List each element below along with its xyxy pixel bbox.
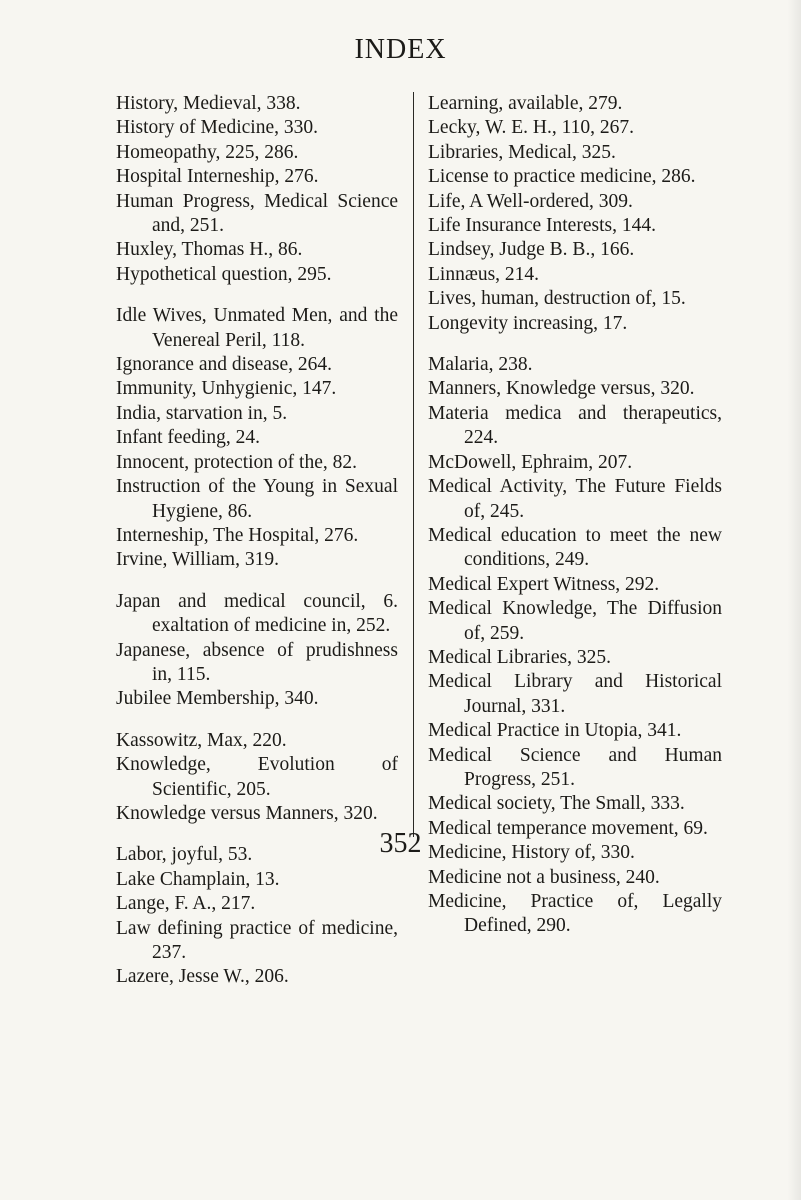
index-entry: Immunity, Unhygienic, 147. bbox=[116, 378, 337, 400]
index-entry: Instruction of the Young in Sexual Hygiene, 86. bbox=[116, 476, 398, 522]
index-entry: Ignorance and disease, 264. bbox=[116, 354, 333, 376]
index-entry: Infant feeding, 24. bbox=[116, 427, 261, 449]
index-entry: Japanese, absence of prudishness in, 115. bbox=[116, 639, 398, 685]
index-entry: Interneship, The Hospital, 276. bbox=[116, 524, 359, 546]
index-entry: Medical education to meet the new conditions, 249. bbox=[428, 524, 722, 571]
index-entry: Innocent, protection of the, 82. bbox=[116, 451, 357, 473]
index-entry: Longevity increasing, 17. bbox=[428, 312, 628, 334]
index-entry: Irvine, William, 319. bbox=[116, 549, 279, 571]
index-entry: Medical Practice in Utopia, 341. bbox=[428, 720, 682, 742]
index-entry: McDowell, Ephraim, 207. bbox=[428, 451, 633, 473]
index-entry: Lindsey, Judge B. B., 166. bbox=[428, 239, 635, 261]
index-letter-group bbox=[116, 304, 398, 572]
index-entry: Jubilee Membership, 340. bbox=[116, 688, 319, 710]
index-entry: Japan and medical council, 6. exaltation of medicine in, 252. bbox=[116, 590, 398, 637]
index-entry: Life Insurance Interests, 144. bbox=[428, 215, 656, 237]
index-entry: Homeopathy, 225, 286. bbox=[116, 141, 299, 163]
index-entry: Lake Champlain, 13. bbox=[116, 868, 280, 890]
index-entry: Medicine, Practice of, Legally Defined, 290. bbox=[428, 891, 722, 937]
index-entry: Medical Activity, The Future Fields of, 245. bbox=[428, 476, 722, 522]
index-letter-group bbox=[116, 843, 398, 989]
index-entry: Lange, F. A., 217. bbox=[116, 893, 256, 915]
index-entry: Hypothetical question, 295. bbox=[116, 263, 332, 285]
index-entry: Lecky, W. E. H., 110, 267. bbox=[428, 117, 634, 139]
index-entry: License to practice medicine, 286. bbox=[428, 166, 696, 188]
index-entry: Medical Libraries, 325. bbox=[428, 646, 612, 668]
index-entry: Medical society, The Small, 333. bbox=[428, 793, 685, 815]
index-entry: Medical temperance movement, 69. bbox=[428, 817, 708, 839]
index-column-right bbox=[428, 92, 722, 939]
index-entry: Materia medica and therapeutics, 224. bbox=[428, 402, 722, 449]
index-entry: Kassowitz, Max, 220. bbox=[116, 729, 287, 751]
index-entry: India, starvation in, 5. bbox=[116, 402, 288, 424]
index-entry: Lazere, Jesse W., 206. bbox=[116, 966, 289, 988]
index-entry: Malaria, 238. bbox=[428, 354, 533, 376]
index-entry: Hospital Interneship, 276. bbox=[116, 166, 319, 188]
index-entry: Medicine not a business, 240. bbox=[428, 866, 660, 888]
index-entry: Life, A Well-ordered, 309. bbox=[428, 190, 633, 212]
index-letter-group bbox=[116, 590, 398, 712]
index-entry: Law defining practice of medicine, 237. bbox=[116, 917, 398, 963]
page-edge-shadow bbox=[787, 0, 801, 1200]
index-letter-group bbox=[116, 92, 398, 287]
index-letter-group bbox=[116, 729, 398, 827]
index-entry: Medical Knowledge, The Diffusion of, 259. bbox=[428, 598, 722, 644]
index-letter-group bbox=[428, 92, 722, 336]
index-entry: Labor, joyful, 53. bbox=[116, 844, 253, 866]
index-entry: Linnæus, 214. bbox=[428, 263, 540, 285]
column-divider bbox=[413, 92, 414, 837]
index-entry: Knowledge, Evolution of Scientific, 205. bbox=[116, 754, 398, 800]
index-entry: Medical Science and Human Progress, 251. bbox=[428, 744, 722, 790]
page-title: INDEX bbox=[354, 34, 447, 65]
index-entry: Huxley, Thomas H., 86. bbox=[116, 239, 303, 261]
index-entry: History of Medicine, 330. bbox=[116, 117, 319, 139]
index-entry: Human Progress, Medical Science and, 251. bbox=[116, 190, 398, 237]
page-number: 352 bbox=[379, 828, 422, 859]
index-entry: Idle Wives, Unmated Men, and the Venereal Peril, 118. bbox=[116, 305, 398, 351]
index-entry: Manners, Knowledge versus, 320. bbox=[428, 378, 695, 400]
index-entry: History, Medieval, 338. bbox=[116, 93, 301, 114]
index-entry: Libraries, Medical, 325. bbox=[428, 141, 616, 163]
index-entry: Medical Expert Witness, 292. bbox=[428, 573, 660, 595]
index-entry: Medicine, History of, 330. bbox=[428, 842, 635, 864]
index-entry: Learning, available, 279. bbox=[428, 93, 623, 114]
index-entry: Medical Library and Historical Journal, 331. bbox=[428, 671, 722, 717]
index-entry: Lives, human, destruction of, 15. bbox=[428, 288, 686, 310]
index-entry: Knowledge versus Manners, 320. bbox=[116, 802, 378, 824]
